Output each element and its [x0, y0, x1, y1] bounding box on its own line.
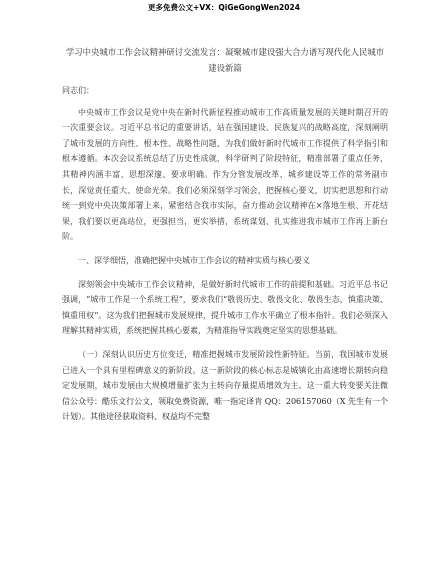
subsection-text: （一）深刻认识历史方位变迁，精准把握城市发展阶段性新特征。当前，我国城市发展已进入一个具有里程碑意义的新阶段。这一新阶段的核心标志是城镇化由高速增长期转向稳定发展期，城市发展由大规模增量扩张为主转向存量提质增效为主。这一重大转变要	[62, 349, 388, 391]
promo-line-2: （X 先生有一个计划）。其他途径获取资料、权益均不完整	[62, 396, 388, 422]
section-heading-1: 一、深学细悟，准确把握中央城市工作会议的精神实质与核心要义	[78, 255, 310, 265]
subsection-paragraph-1	[62, 347, 388, 425]
salutation: 同志们：	[62, 86, 94, 95]
promo-line-1: 关注微信公众号：酷乐文行公文，领取免费资源，唯一指定译肯 QQ：206157060	[62, 381, 389, 406]
watermark-header: 更多免费公文+VX：QiGeGongWen2024	[148, 3, 300, 12]
intro-paragraph: 中央城市工作会议是党中央在新时代新征程推动城市工作高质量发展的关键时期召开的一次重要会议。习近平总书记的重要讲话，站在强国建设、民族复兴的战略高度，深刻阐明了城市发展的方向性、根本性、战略性问题，为我们做好新时代城市工作提供了科学指引和根本遵循。本次会议系统总结了历史性成就，科学研判了阶段特征，精准部署了重点任务，其精神内涵丰富、思想深邃、要求明确。作为分管发展改革、城乡建设等工作的常务副市长，深觉责任重大、使命光荣。我们必须深刻学习领会，把握核心要义，切实把思想和行动统一到党中央决策部署上来，紧密结合我市实际，奋力推动会议精神在×落地生根、开花结果，我们要以更高站位，更强担当，更实举措，系统谋划、扎实推进我市城市工作再上新台阶。	[62, 107, 388, 242]
document-title: 学习中央城市工作会议精神研讨交流发言：凝聚城市建设强大合力谱写现代化人民城市建设新篇	[65, 47, 385, 73]
section-paragraph-1: 深刻领会中央城市工作会议精神，是做好新时代城市工作的前提和基础。习近平总书记强调，“城市工作是一个系统工程”，要求我们“敬畏历史、敬畏文化、敬畏生态，慎重决策、慎重用权”。这为我们把握城市发展规律，提升城市工作水平确立了根本指针。我们必须深入理解其精神实质，系统把握其核心要素，为精准指导实践奠定坚实的思想基础。	[62, 279, 388, 336]
document-body	[62, 44, 388, 433]
